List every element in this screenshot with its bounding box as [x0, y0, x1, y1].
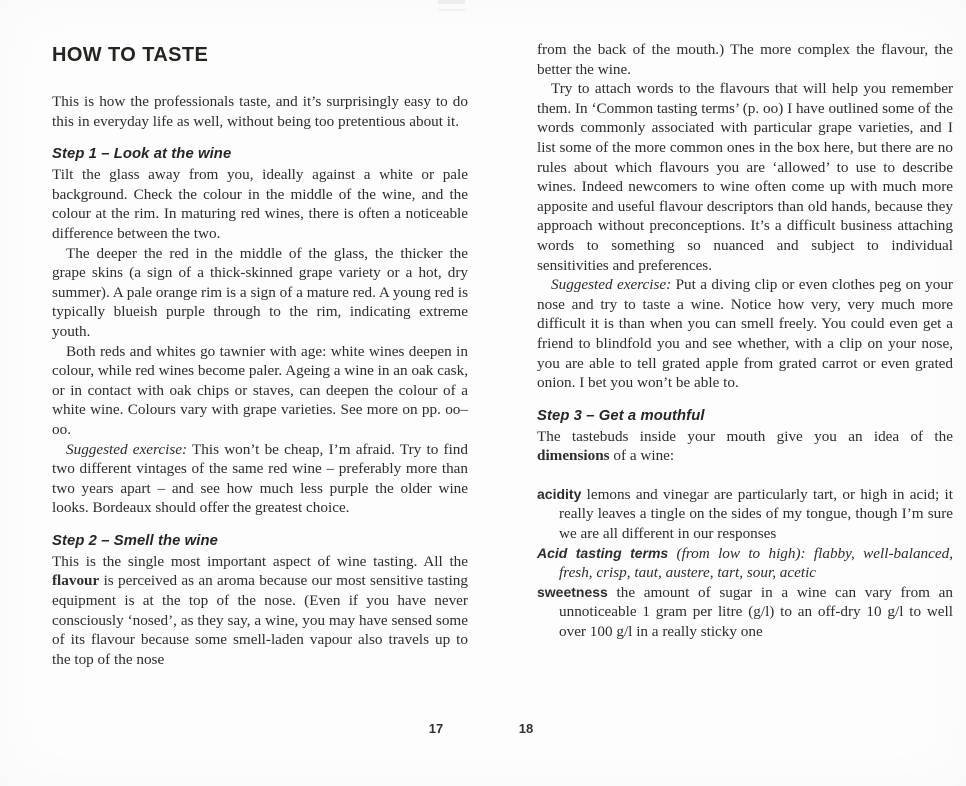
definition-item-acid-tasting-terms [537, 544, 953, 583]
paragraph: Tilt the glass away from you, ideally against a white or pale background. Check the colour in the middle of the wine, and the colour at the rim. In maturing red wines, there is often a noticeable difference between the two. [52, 166, 468, 242]
page-title: HOW TO TASTE [52, 44, 209, 66]
continuation-paragraph: from the back of the mouth.) The more complex the flavour, the better the wine. [537, 41, 953, 78]
definition-item-acidity [537, 485, 953, 544]
exercise-label: Suggested exercise: [66, 440, 188, 458]
page-number-right: 18 [518, 721, 534, 736]
section-heading-step3: Step 3 – Get a mouthful [537, 407, 705, 424]
definition-text: lemons and vinegar are particularly tart, or high in acid; it really leaves a tingle on the sides of my tongue, though I’m sure we are all different in our responses [559, 485, 953, 543]
definition-label: Acid tasting terms [537, 544, 669, 561]
definition-text: (from low to high): flabby, well-balanced, fresh, crisp, taut, austere, tart, sour, acetic [559, 544, 954, 582]
paragraph: Try to attach words to the flavours that will help you remember them. In ‘Common tasting terms’ (p. oo) I have outlined some of the words commonly associated with particular grape varieties, and I list some of the more common ones in the box here, but there are no rules about which flavours you are ‘allowed’ to use to describe wines. Indeed newcomers to wine often come up with much more apposite and useful flavour descriptors than old hands, because they approach without preconceptions. It’s a difficult business attaching words to something so nuanced and subject to individual sensitivities and preferences. [537, 80, 953, 274]
paragraph: The tastebuds inside your mouth give you an idea of the dimensions of a wine: [537, 427, 953, 465]
scan-artifact [438, 0, 466, 14]
bold-term-flavour: flavour [52, 572, 100, 590]
exercise-paragraph [52, 440, 468, 518]
definition-item-sweetness [537, 583, 953, 642]
paragraph: The deeper the red in the middle of the glass, the thicker the grape skins (a sign of a thick-skinned grape variety or a hot, dry summer). A pale orange rim is a sign of a mature red. A young red is typically blueish purple through to the rim, indicating extreme youth. [52, 244, 468, 340]
exercise-paragraph [537, 275, 953, 393]
exercise-label: Suggested exercise: [551, 276, 672, 294]
right-page [537, 40, 953, 642]
exercise-text: This won’t be cheap, I’m afraid. Try to find two different vintages of the same red wine – preferably more than two years apart – and see how much less purple the older wine looks. Bordeaux should offer the greatest choice. [52, 440, 468, 517]
section-heading-step1: Step 1 – Look at the wine [52, 146, 232, 163]
left-page [52, 44, 468, 669]
intro-paragraph: This is how the professionals taste, and it’s surprisingly easy to do this in everyday life as well, without being too pretentious about it. [52, 93, 468, 130]
definition-label: sweetness [537, 583, 608, 600]
page-number-left: 17 [428, 721, 444, 736]
definition-text: the amount of sugar in a wine can vary from an unnoticeable 1 gram per litre (g/l) to an off-dry 10 g/l to well over 100 g/l in a really sticky one [559, 583, 953, 641]
exercise-text: Put a diving clip or even clothes peg on your nose and try to taste a wine. Notice how very, very much more difficult it is than when you can smell freely. You could even get a friend to blindfold you and see whether, with a clip on your nose, you are able to tell grated apple from grated carrot or even grated onion. I bet you won’t be able to. [537, 276, 953, 392]
paragraph: Both reds and whites go tawnier with age: white wines deepen in colour, while red wines become paler. Ageing a wine in an oak cask, or in contact with oak chips or staves, can deepen the colour of a white wine. Colours vary with grape varieties. See more on pp. oo–oo. [52, 342, 468, 438]
bold-term-dimensions: dimensions [537, 447, 610, 465]
paragraph: This is the single most important aspect of wine tasting. All the flavour is perceived as an aroma because our most sensitive tasting equipment is at the top of the nose. (Even if you have never consciously ‘nosed’, as they say, a wine, you may have sensed some of its flavour because some smell-laden vapour also travels up to the top of the nose [52, 552, 468, 668]
definition-label: acidity [537, 485, 582, 502]
section-heading-step2: Step 2 – Smell the wine [52, 532, 218, 549]
